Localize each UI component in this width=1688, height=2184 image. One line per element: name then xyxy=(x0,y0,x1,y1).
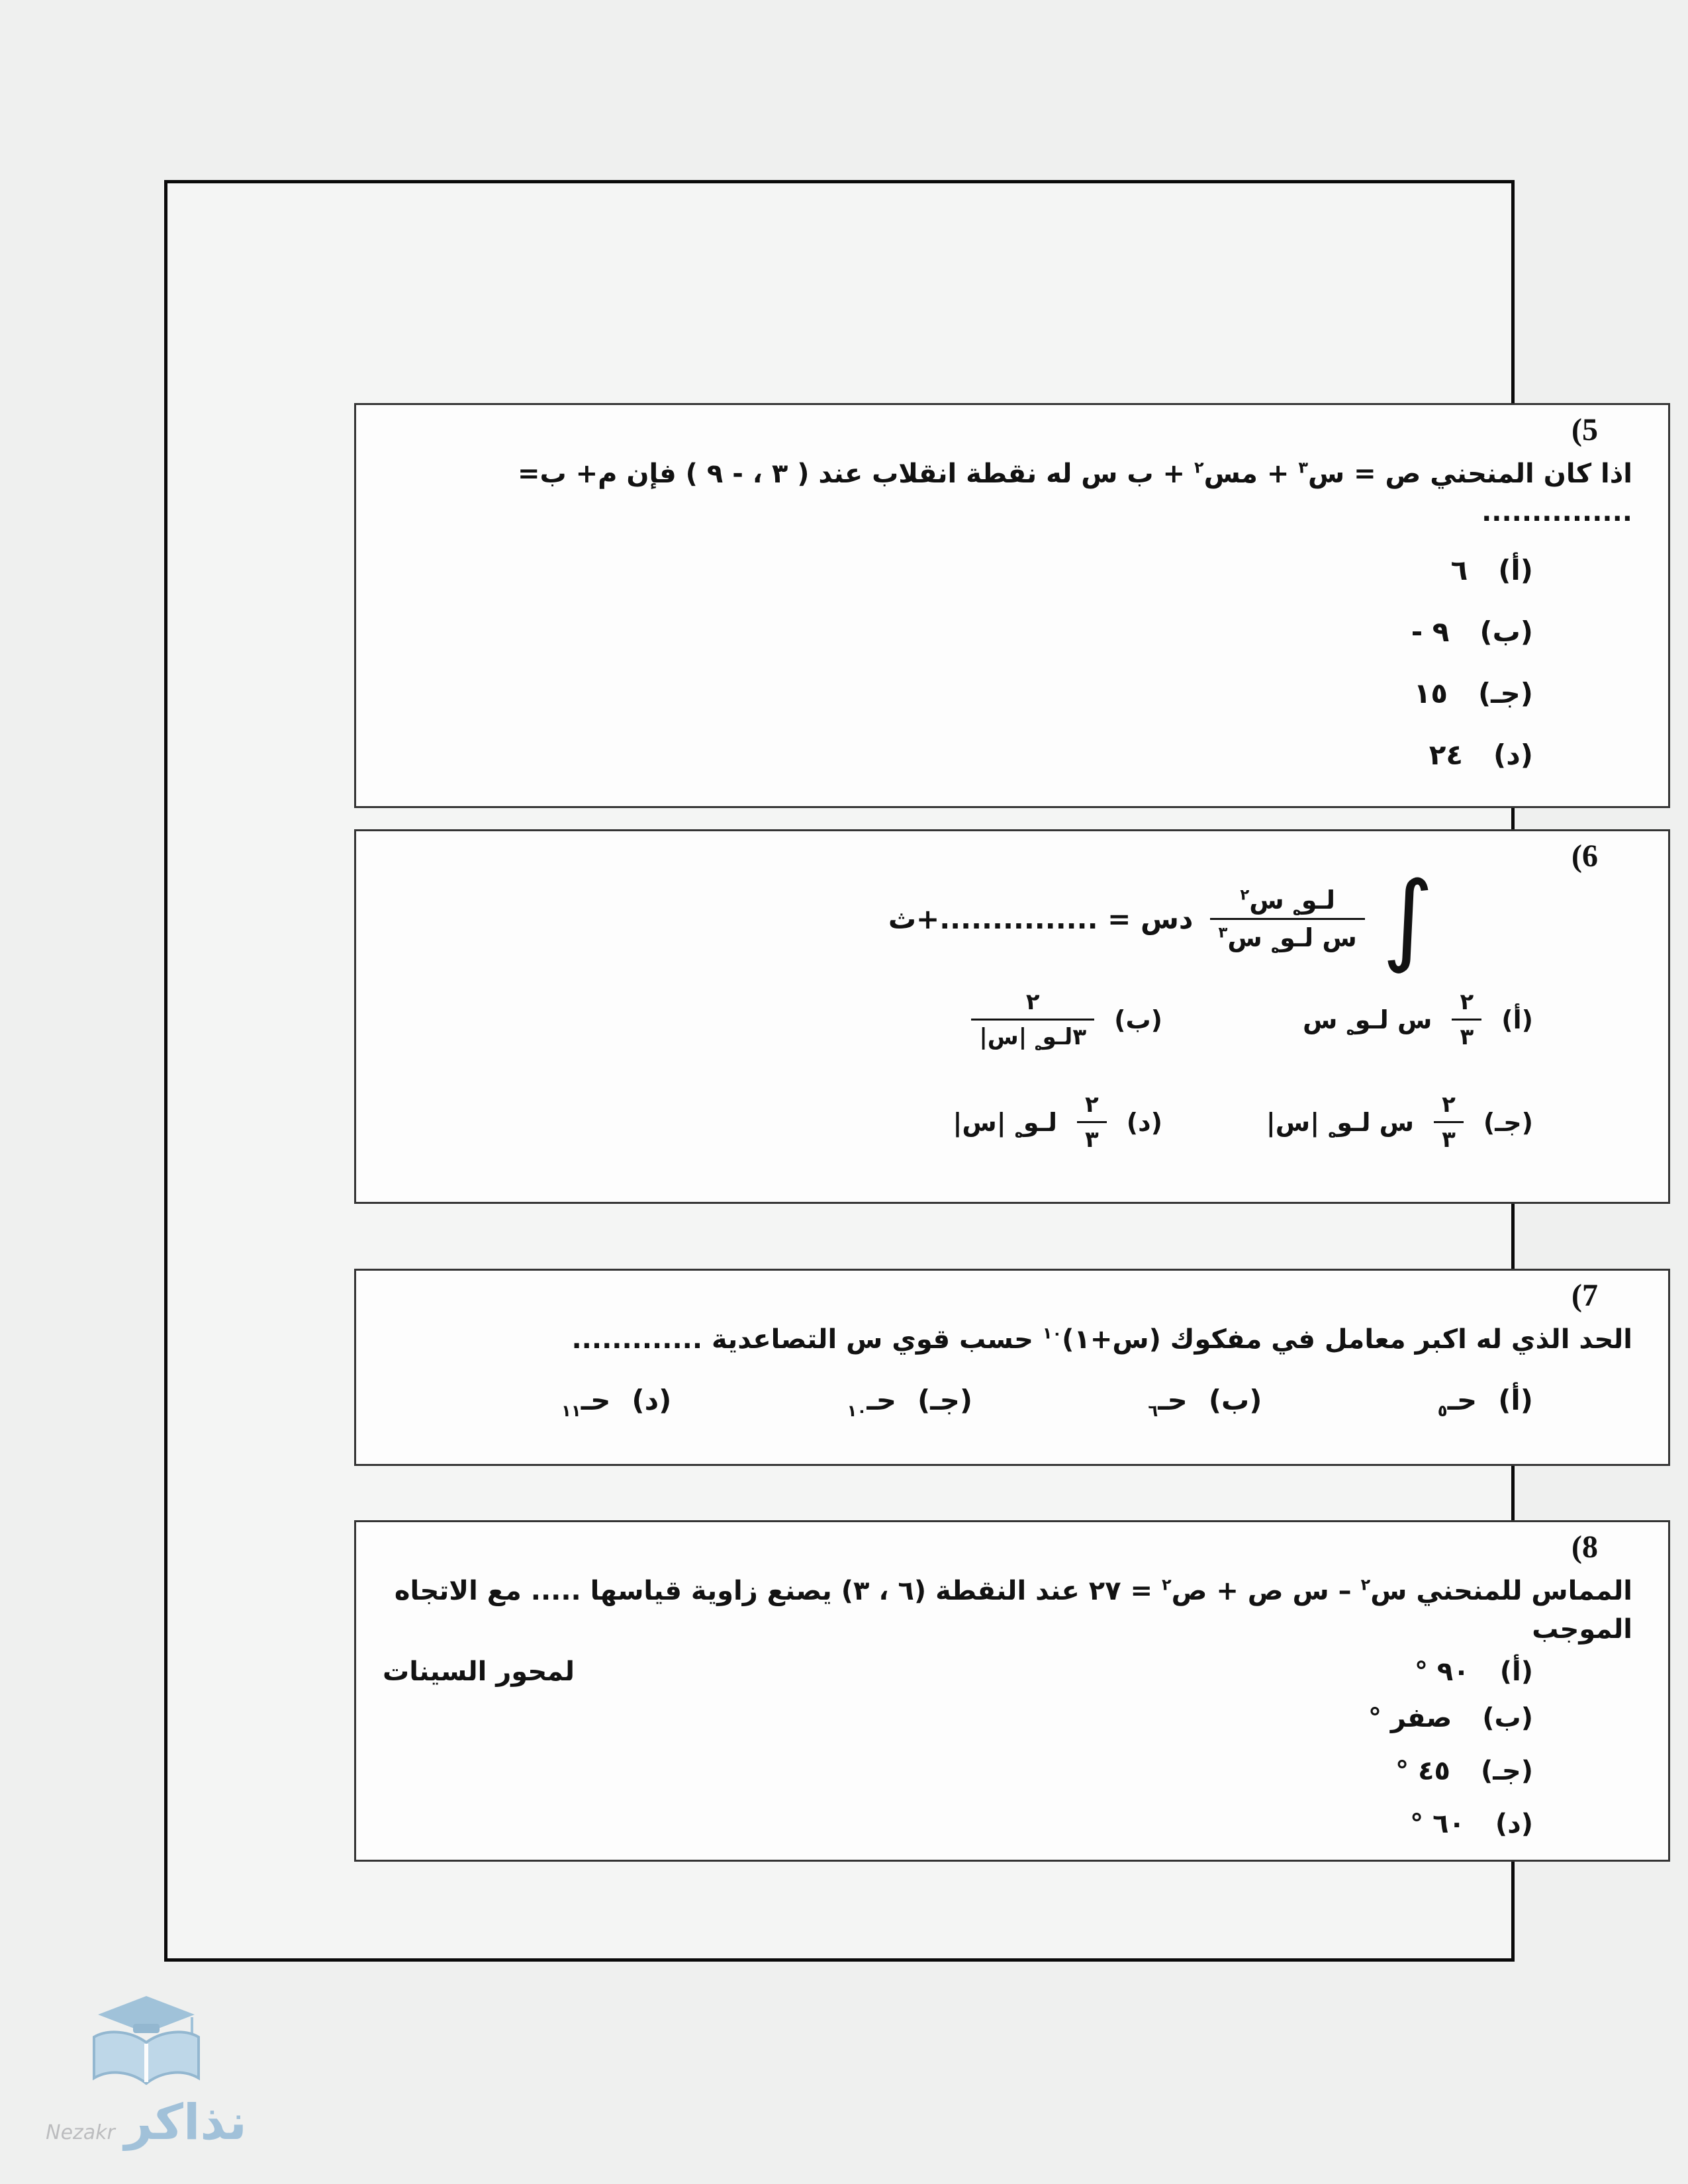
equation-tail: دس = ...............+ث xyxy=(888,903,1194,936)
option-b-value: صفر ° xyxy=(1368,1702,1452,1733)
watermark-latin-name: Nezakr xyxy=(46,2121,115,2144)
option-d-value: ٢٤ xyxy=(1429,738,1464,771)
integrand-numerator: لـو$_ه$ س$^٢$ xyxy=(1240,886,1336,919)
question-8-line2 xyxy=(383,1657,1632,1687)
option-d-term: حـ$_{١١}$ xyxy=(561,1383,611,1421)
nezakr-watermark xyxy=(30,1993,262,2151)
option-c-term-index: ١٠ xyxy=(847,1401,867,1421)
question-6-number: (6 xyxy=(1571,839,1598,874)
option-a-label: (أ) xyxy=(1498,553,1533,586)
option-c-fraction xyxy=(1434,1091,1464,1153)
question-8-options xyxy=(383,1703,1632,1839)
option-a-fraction-denominator: ٣ xyxy=(1452,1019,1481,1050)
question-7-box xyxy=(354,1269,1670,1466)
question-5-option-c xyxy=(383,677,1533,709)
integral-sign-icon: ∫ xyxy=(1382,860,1434,976)
question-8-box xyxy=(354,1520,1670,1862)
option-b-value: - ٩ xyxy=(1411,615,1450,648)
option-d-expression: لـو$_ه$ |س| xyxy=(953,1107,1057,1142)
option-a-value: ٦ xyxy=(1450,553,1468,586)
option-a-term-index: ٥ xyxy=(1437,1401,1448,1421)
question-5-box xyxy=(354,403,1670,808)
option-b-term: حـ$_٦$ xyxy=(1148,1383,1188,1421)
option-a-value: ٩٠ ° xyxy=(1414,1656,1470,1687)
question-7-options xyxy=(383,1383,1632,1421)
option-b-label: (ب) xyxy=(1208,1383,1262,1416)
question-6-integral-equation xyxy=(383,860,1632,976)
option-a-label: (أ) xyxy=(1498,1383,1533,1416)
integrand-denominator: س لـو$_ه$ س$^٣$ xyxy=(1210,918,1364,952)
option-b-label: (ب) xyxy=(1482,1702,1533,1733)
option-b-fraction xyxy=(971,989,1094,1054)
question-5-number: (5 xyxy=(1571,412,1598,447)
question-5-option-b xyxy=(383,615,1533,648)
option-d-fraction-numerator: ٢ xyxy=(1084,1091,1099,1118)
question-6-option-c xyxy=(1162,1091,1533,1153)
question-6-options xyxy=(383,989,1632,1153)
question-7-option-d xyxy=(561,1383,672,1421)
option-a-fraction xyxy=(1452,989,1481,1050)
question-8-text-line1: المماس للمنحني س$^٢$ – س ص + ص$^٢$ = ٢٧ عند النقطة (٦ ، ٣) يصنع زاوية قياسها ..... مع الاتجاه الموجب xyxy=(394,1575,1632,1645)
option-a-expression: س لـو$_ه$ س xyxy=(1303,1005,1432,1039)
question-6-option-b xyxy=(383,989,1162,1054)
option-a-label: (أ) xyxy=(1501,1005,1533,1034)
option-b-fraction-denominator: ٣لـو$_ه$ |س| xyxy=(971,1019,1094,1050)
nezakr-book-logo-icon xyxy=(83,1993,209,2093)
question-5-text: اذا كان المنحني ص = س$^٣$ + مس$^٢$ + ب س له نقطة انقلاب عند ( ٣ ، - ٩ ) فإن م+ ب= ............... xyxy=(517,458,1632,527)
question-7-text: الحد الذي له اكبر معامل في مفكوك (س+١)$^{١٠}$ حسب قوي س التصاعدية ............. xyxy=(571,1324,1632,1355)
question-6-box xyxy=(354,829,1670,1204)
question-6-option-d xyxy=(383,1091,1162,1153)
option-b-fraction-numerator: ٢ xyxy=(1025,989,1040,1016)
option-d-term-index: ١١ xyxy=(561,1401,581,1421)
question-5-option-d xyxy=(383,739,1533,771)
option-d-fraction xyxy=(1077,1091,1107,1153)
option-b-label: (ب) xyxy=(1114,1005,1162,1034)
question-7-option-b xyxy=(1148,1383,1262,1421)
option-c-label: (جـ) xyxy=(1477,676,1533,709)
question-8-option-c xyxy=(383,1756,1533,1786)
option-b-label: (ب) xyxy=(1479,615,1533,648)
option-c-label: (جـ) xyxy=(1483,1107,1533,1137)
question-8-option-b xyxy=(383,1703,1533,1733)
option-d-value: ٦٠ ° xyxy=(1410,1808,1465,1839)
option-a-fraction-numerator: ٢ xyxy=(1460,989,1474,1016)
option-a-term: حـ$_٥$ xyxy=(1437,1383,1477,1421)
option-c-label: (جـ) xyxy=(917,1383,973,1416)
option-c-value: ١٥ xyxy=(1413,676,1448,709)
question-7-option-c xyxy=(847,1383,973,1421)
option-b-term-index: ٦ xyxy=(1148,1401,1158,1421)
integrand-fraction xyxy=(1210,886,1364,957)
option-c-value: ٤٥ ° xyxy=(1395,1755,1450,1786)
option-c-term: حـ$_{١٠}$ xyxy=(847,1383,897,1421)
question-8-option-a xyxy=(1415,1657,1533,1687)
outer-border-frame xyxy=(164,180,1632,1962)
option-d-fraction-denominator: ٣ xyxy=(1077,1121,1107,1153)
question-8-option-d xyxy=(383,1809,1533,1839)
question-5-options xyxy=(383,554,1632,771)
option-d-label: (د) xyxy=(632,1383,672,1416)
question-5-option-a xyxy=(383,554,1533,586)
option-d-label: (د) xyxy=(1495,1808,1533,1839)
option-c-fraction-numerator: ٢ xyxy=(1442,1091,1456,1118)
question-7-option-a xyxy=(1437,1383,1533,1421)
option-d-label: (د) xyxy=(1126,1107,1162,1137)
question-6-option-a xyxy=(1162,989,1533,1050)
question-7-number: (7 xyxy=(1571,1278,1598,1313)
watermark-text xyxy=(46,2094,247,2151)
option-c-label: (جـ) xyxy=(1480,1755,1533,1786)
option-d-label: (د) xyxy=(1493,738,1533,771)
question-8-text-line2: لمحور السينات xyxy=(383,1656,575,1687)
question-8-number: (8 xyxy=(1571,1529,1598,1565)
option-c-expression: س لـو$_ه$ |س| xyxy=(1266,1107,1415,1142)
option-a-label: (أ) xyxy=(1499,1656,1533,1687)
watermark-arabic-name: نذاكر xyxy=(124,2094,247,2151)
option-c-fraction-denominator: ٣ xyxy=(1434,1121,1464,1153)
